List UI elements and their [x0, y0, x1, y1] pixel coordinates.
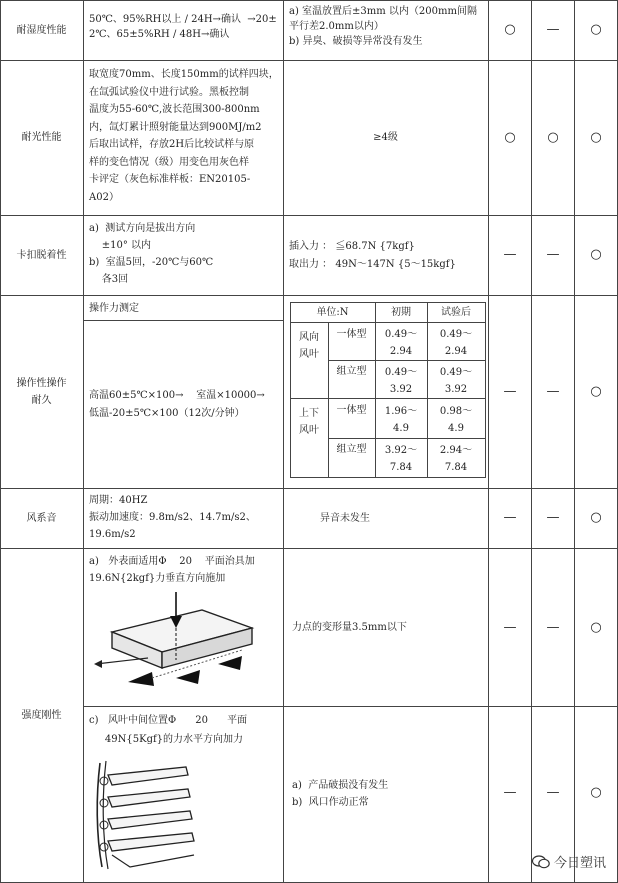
mark: ○	[504, 22, 516, 37]
force-value: 1.96～ 4.9	[384, 406, 418, 434]
mark: —	[546, 785, 560, 800]
force-header: 试验后	[441, 307, 471, 318]
force-header: 单位:N	[316, 307, 349, 318]
mark: —	[503, 785, 517, 800]
force-type: 一体型	[336, 329, 367, 340]
row-method: c) 风叶中间位置Φ 20 平面 49N{5Kgf}的力水平方向加力	[89, 715, 248, 745]
row-criterion: ≥4级	[373, 132, 398, 143]
force-group: 风向 风叶	[299, 332, 319, 360]
mark: —	[546, 247, 560, 262]
mark: ○	[504, 130, 516, 145]
force-type: 一体型	[336, 405, 367, 416]
mark: ○	[590, 510, 602, 525]
method-head: 操作力测定	[89, 303, 139, 314]
mark: ○	[590, 785, 602, 800]
row-method: 周期：40HZ 振动加速度：9.8m/s2、14.7m/s2、 19.6m/s2	[89, 495, 256, 540]
row-item-label: 耐光性能	[21, 132, 62, 143]
vertical-load-illustration	[92, 590, 268, 698]
watermark-text: 今日塑讯	[553, 856, 606, 871]
mark: ○	[590, 247, 602, 262]
row-method: a) 测试方向是拔出方向 ±10° 以内 b) 室温5回，-20℃与60℃ 各3回	[89, 223, 214, 285]
force-group: 上下 风叶	[299, 408, 319, 436]
row-item-label: 强度刚性	[21, 709, 62, 721]
force-type: 组立型	[336, 444, 367, 455]
row-criterion: a) 产品破损没有发生 b) 风口作动正常	[292, 780, 389, 808]
mark: ○	[590, 130, 602, 145]
row-method: 50℃、95%RH以上 / 24H→确认 →20± 2℃、65±5%RH / 48H→确认	[89, 14, 277, 40]
row-criterion: 力点的变形量3.5mm以下	[292, 622, 407, 633]
force-value: 0.49～ 2.94	[439, 329, 473, 357]
mark: ○	[590, 384, 602, 399]
force-type: 组立型	[336, 366, 367, 377]
force-value: 0.98～ 4.9	[439, 406, 473, 434]
mark: ○	[590, 620, 602, 635]
force-table	[290, 302, 486, 478]
row-method: 高温60±5℃×100→ 室温×10000→ 低温-20±5℃×100（12次/分钟）	[89, 390, 265, 419]
mark: —	[546, 620, 560, 635]
chat-icon	[532, 855, 550, 869]
row-item-label: 卡扣脱着性	[16, 249, 67, 261]
watermark	[532, 852, 606, 871]
force-value: 0.49～ 3.92	[384, 367, 418, 395]
row-item-label: 风系音	[26, 512, 57, 524]
force-header: 初期	[391, 307, 411, 318]
louver-illustration	[90, 755, 210, 875]
mark: ○	[547, 130, 559, 145]
row-criterion: 插入力 ： ≦68.7N {7kgf} 取出力 ： 49N～147N {5～15kgf}	[289, 241, 456, 270]
force-value: 0.49～ 2.94	[384, 329, 418, 357]
mark: —	[503, 384, 517, 399]
row-method: a) 外表面适用Φ 20 平面治具加 19.6N{2kgf}力垂直方向施加	[89, 556, 255, 584]
mark: —	[503, 510, 517, 525]
force-value: 0.49～ 3.92	[439, 367, 473, 395]
mark: —	[546, 510, 560, 525]
mark: ○	[590, 22, 602, 37]
mark: —	[503, 247, 517, 262]
mark: —	[546, 384, 560, 399]
row-item-label: 操作性操作 耐久	[16, 377, 67, 406]
mark: —	[546, 22, 560, 37]
mark: —	[503, 620, 517, 635]
row-method: 取宽度70mm、长度150mm的试样四块， 在氙弧试验仪中进行试验。黑板控制 温度为55-60℃,波长范围300-800nm 内，氙灯累计照射能量达到900MJ/m2 后取出试样，存放2H后比较试样与原 样的变色情况（级）用变色用灰色样 卡评定（灰色标准样板：EN20105- A02）	[89, 69, 279, 203]
force-value: 2.94～ 7.84	[439, 445, 473, 473]
row-criterion: 异音未发生	[320, 513, 370, 524]
force-value: 3.92～ 7.84	[384, 445, 418, 473]
row-item-label: 耐湿度性能	[16, 24, 67, 36]
row-criterion: a) 室温放置后±3mm 以内（200mm间隔 平行差2.0mm以内） b) 异臭、破损等异常没有发生	[289, 6, 477, 47]
